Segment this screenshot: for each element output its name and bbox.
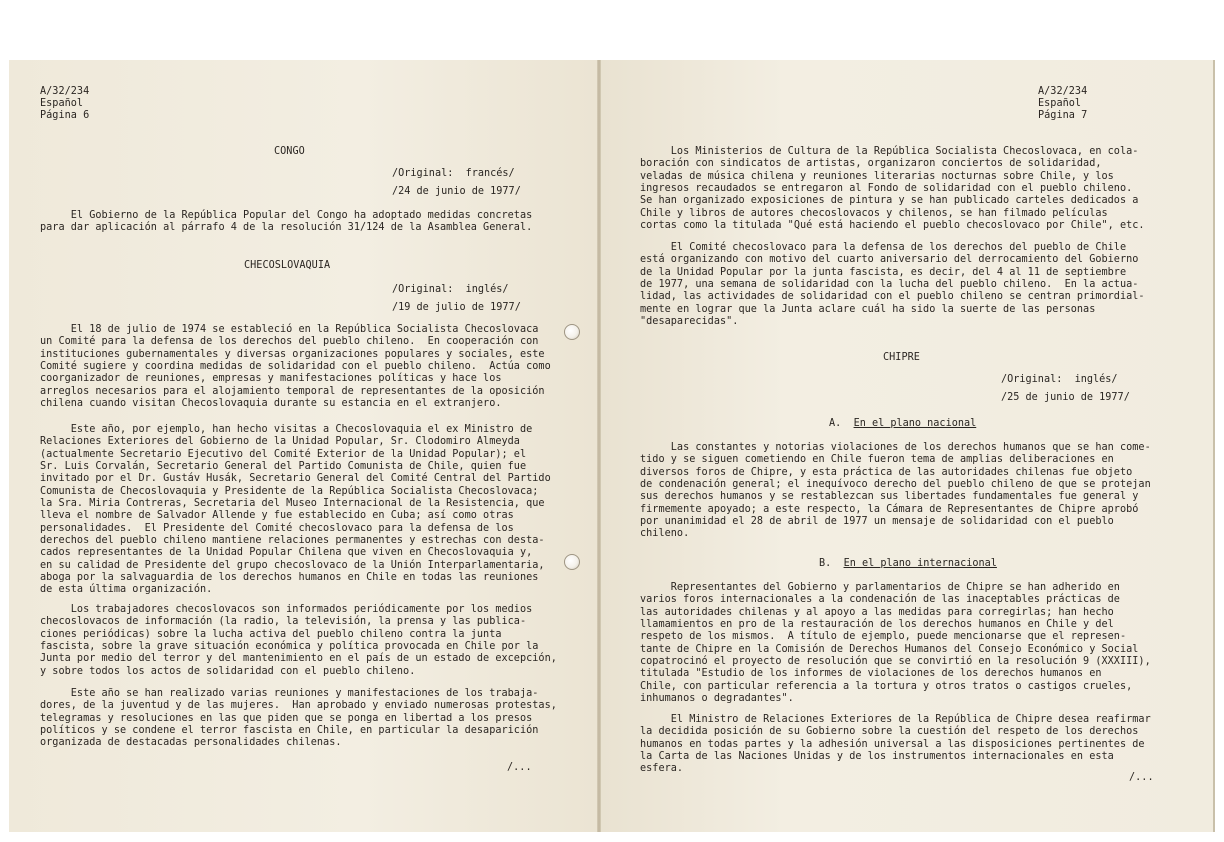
checoslovaquia-original: Original: inglés	[398, 284, 503, 295]
document-spread	[9, 60, 1214, 832]
left-header-language: Español	[40, 98, 84, 109]
congo-paragraph: El Gobierno de la República Popular del Congo ha adoptado medidas concretas para dar aplicación al párrafo 4 de la resolución 31/124 de la Asamblea General.	[40, 210, 533, 234]
section-b-paragraph-2: El Ministro de Relaciones Exteriores de la República de Chipre desea reafirmar la decidida posición de su Gobierno sobre la cuestión del respeto de los derechos humanos en todas partes y la adhesión universal a las disposiciones pertinentes de la Carta de las Naciones Unidas y de los instrumentos internacionales en esta esfera.	[640, 714, 1151, 775]
section-a-heading	[829, 418, 976, 430]
binder-hole	[564, 324, 580, 340]
left-continued-marker: /...	[507, 762, 532, 773]
congo-original: Original: francés	[398, 168, 509, 179]
checoslovaquia-date: 19 de julio de 1977	[398, 302, 515, 313]
chipre-date: 25 de junio de 1977	[1007, 392, 1124, 403]
section-b-title: En el plano internacional	[843, 558, 997, 569]
checoslovaquia-paragraph-1: El 18 de julio de 1974 se estableció en la República Socialista Checoslovaca un Comité para la defensa de los derechos del pueblo chileno. En cooperación con instituciones gubernamentales y diversas organizaciones populares y sociales, este Comité sugiere y coordina medidas de solidaridad con el pueblo chileno. Actúa como coorganizador de reuniones, empresas y manifestaciones políticas y hace los arreglos necesarios para el alojamiento temporal de representantes de la oposición chilena cuando visitan Checoslovaquia durante su estancia en el extranjero.	[40, 324, 551, 410]
section-b-paragraph-1: Representantes del Gobierno y parlamentarios de Chipre se han adherido en varios foros internacionales a la condenación de las inaceptables prácticas de las autoridades chilenas y al apoyo a las medidas para corregirlas; han hecho llamamientos en pro de la restauración de los derechos humanos en Chile y del respeto de los mismos. A título de ejemplo, puede mencionarse que el represen- tante de Chipre en la Comisión de Derechos Humanos del Consejo Económico y Social copatrocinó el proyecto de resolución que se convirtió en la resolución 9 (XXXIII), titulada "Estudio de los informes de violaciones de los derechos humanos en Chile, con particular referencia a la tortura y otros tratos o castigos crueles, inhumanos o degradantes".	[640, 582, 1151, 705]
cultura-paragraph: Los Ministerios de Cultura de la República Socialista Checoslovaca, en cola- boración con sindicatos de artistas, organizaron conciertos de solidaridad, veladas de música chilena y reuniones literarias nocturnas sobre Chile, y los ingresos recaudados se entregaron al Fondo de solidaridad con el pueblo chileno. Se han organizado exposiciones de pintura y se han publicado carteles dedicados a Chile y libros de autores checoslovacos y chilenos, se han filmado películas cortas como la titulada "Qué está haciendo el pueblo checoslovaco por Chile", etc.	[640, 146, 1145, 232]
checoslovaquia-date-note: /19 de julio de 1977/	[392, 302, 521, 313]
chipre-original: Original: inglés	[1007, 374, 1112, 385]
binder-hole	[564, 554, 580, 570]
right-header-symbol: A/32/234	[1038, 86, 1088, 97]
chipre-heading: CHIPRE	[883, 352, 920, 363]
section-a-title: En el plano nacional	[853, 418, 977, 429]
right-header-language: Español	[1038, 98, 1082, 109]
left-header-symbol: A/32/234	[40, 86, 90, 97]
right-continued-marker: /...	[1129, 772, 1154, 783]
checoslovaquia-paragraph-2: Este año, por ejemplo, han hecho visitas a Checoslovaquia el ex Ministro de Relaciones Exteriores del Gobierno de la Unidad Popular, Sr. Clodomiro Almeyda (actualmente Secretario Ejecutivo del Comité Exterior de la Unidad Popular); el Sr. Luis Corvalán, Secretario General del Partido Comunista de Chile, quien fue invitado por el Dr. Gustáv Husák, Secretario General del Comité Central del Partido Comunista de Checoslovaquia y Presidente de la República Socialista Checoslovaca; la Sra. Miria Contreras, Secretaria del Museo Internacional de la Resistencia, que lleva el nombre de Salvador Allende y fue establecido en Cuba; así como otras personalidades. El Presidente del Comité checoslovaco para la defensa de los derechos del pueblo chileno mantiene relaciones permanentes y estrechas con desta- cados representantes de la Unidad Popular Chilena que viven en Checoslovaquia y, en su calidad de Presidente del grupo checoslovaco de la Unión Interparlamentaria, aboga por la salvaguardia de los derechos humanos en Chile en todas las reuniones de esta última organización.	[40, 424, 551, 596]
section-a-paragraph: Las constantes y notorias violaciones de los derechos humanos que se han come- tido y se siguen cometiendo en Chile fueron tema de amplias deliberaciones en diversos foros de Chipre, y esta práctica de las autoridades chilenas fue objeto de condenación general; el inequívoco derecho del pueblo chileno de que se protejan sus derechos humanos y se restablezcan sus libertades fundamentales fue general y firmemente apoyado; a este respecto, la Cámara de Representantes de Chipre aprobó por unanimidad el 28 de abril de 1977 un mensaje de solidaridad con el pueblo chileno.	[640, 442, 1151, 540]
checoslovaquia-original-note: /Original: inglés/	[392, 284, 509, 295]
checoslovaquia-paragraph-4: Este año se han realizado varias reuniones y manifestaciones de los trabaja- dores, de la juventud y de las mujeres. Han aprobado y enviado numerosas protestas, telegramas y resoluciones en las que piden que se ponga en libertad a los presos políticos y se condene el terror fascista en Chile, en particular la desaparición organizada de destacadas personalidades chilenas.	[40, 688, 557, 749]
chipre-date-note: /25 de junio de 1977/	[1001, 392, 1130, 403]
congo-date-note: /24 de junio de 1977/	[392, 186, 521, 197]
left-page	[9, 60, 597, 832]
checoslovaquia-heading: CHECOSLOVAQUIA	[244, 260, 331, 271]
congo-heading: CONGO	[274, 146, 305, 157]
left-header-page: Página 6	[40, 110, 90, 121]
right-header-page: Página 7	[1038, 110, 1088, 121]
section-a-letter: A.	[829, 418, 842, 429]
congo-original-note: /Original: francés/	[392, 168, 515, 179]
page-edge	[1213, 60, 1215, 832]
chipre-original-note: /Original: inglés/	[1001, 374, 1118, 385]
comite-paragraph: El Comité checoslovaco para la defensa de los derechos del pueblo de Chile está organizando con motivo del cuarto aniversario del derrocamiento del Gobierno de la Unidad Popular por la junta fascista, es decir, del 4 al 11 de septiembre de 1977, una semana de solidaridad con la lucha del pueblo chileno. En la actua- lidad, las actividades de solidaridad con el pueblo chileno se centran primordial- mente en lograr que la Junta aclare cuál ha sido la suerte de las personas "desaparecidas".	[640, 242, 1145, 328]
checoslovaquia-paragraph-3: Los trabajadores checoslovacos son informados periódicamente por los medios checoslovacos de información (la radio, la televisión, la prensa y las publica- ciones periódicas) sobre la lucha activa del pueblo chileno contra la junta fascista, sobre la grave situación económica y política provocada en Chile por la Junta por medio del terror y del mantenimiento en el país de un estado de excepción, y sobre todos los actos de solidaridad con el pueblo chileno.	[40, 604, 557, 677]
congo-date: 24 de junio de 1977	[398, 186, 515, 197]
right-page	[601, 60, 1214, 832]
section-b-letter: B.	[819, 558, 832, 569]
section-b-heading	[819, 558, 997, 570]
